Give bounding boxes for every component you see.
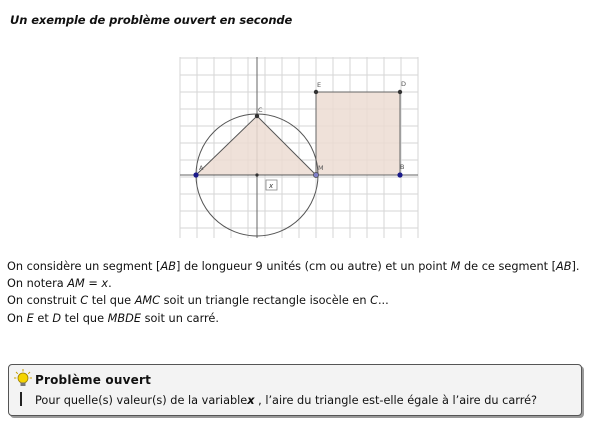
square-mbde xyxy=(316,92,400,175)
label-a: A xyxy=(199,164,204,172)
callout-question: Pour quelle(s) valeur(s) de la variablex , l’aire du triangle est-elle égale à l’aire du carré? xyxy=(35,394,538,407)
problem-statement xyxy=(7,258,582,327)
callout-title: Problème ouvert xyxy=(35,373,152,387)
label-e: E xyxy=(317,81,322,89)
point-a xyxy=(193,172,198,177)
label-m: M xyxy=(318,164,324,172)
page-title: Un exemple de problème ouvert en seconde xyxy=(10,13,293,27)
lightbulb-icon xyxy=(13,368,33,390)
open-problem-callout xyxy=(8,364,582,416)
statement-line-3: On construit C tel que AMC soit un triangle rectangle isocèle en C... xyxy=(7,294,389,308)
x-label: x xyxy=(269,182,274,190)
label-c: C xyxy=(258,106,263,114)
point-e xyxy=(314,90,318,94)
origin-point xyxy=(255,173,258,176)
label-b: B xyxy=(400,163,405,171)
statement-line-1: On considère un segment [AB] de longueur 9 unités (cm ou autre) et un point M de ce segment [AB]. xyxy=(7,260,580,273)
point-m xyxy=(313,172,318,177)
label-d: D xyxy=(401,80,407,88)
statement-line-2: On notera AM = x. xyxy=(7,277,112,291)
statement-line-4: On E et D tel que MBDE soit un carré. xyxy=(7,311,219,325)
callout-marker xyxy=(20,392,22,406)
point-b xyxy=(397,172,402,177)
point-d xyxy=(398,90,402,94)
point-c xyxy=(255,114,259,118)
